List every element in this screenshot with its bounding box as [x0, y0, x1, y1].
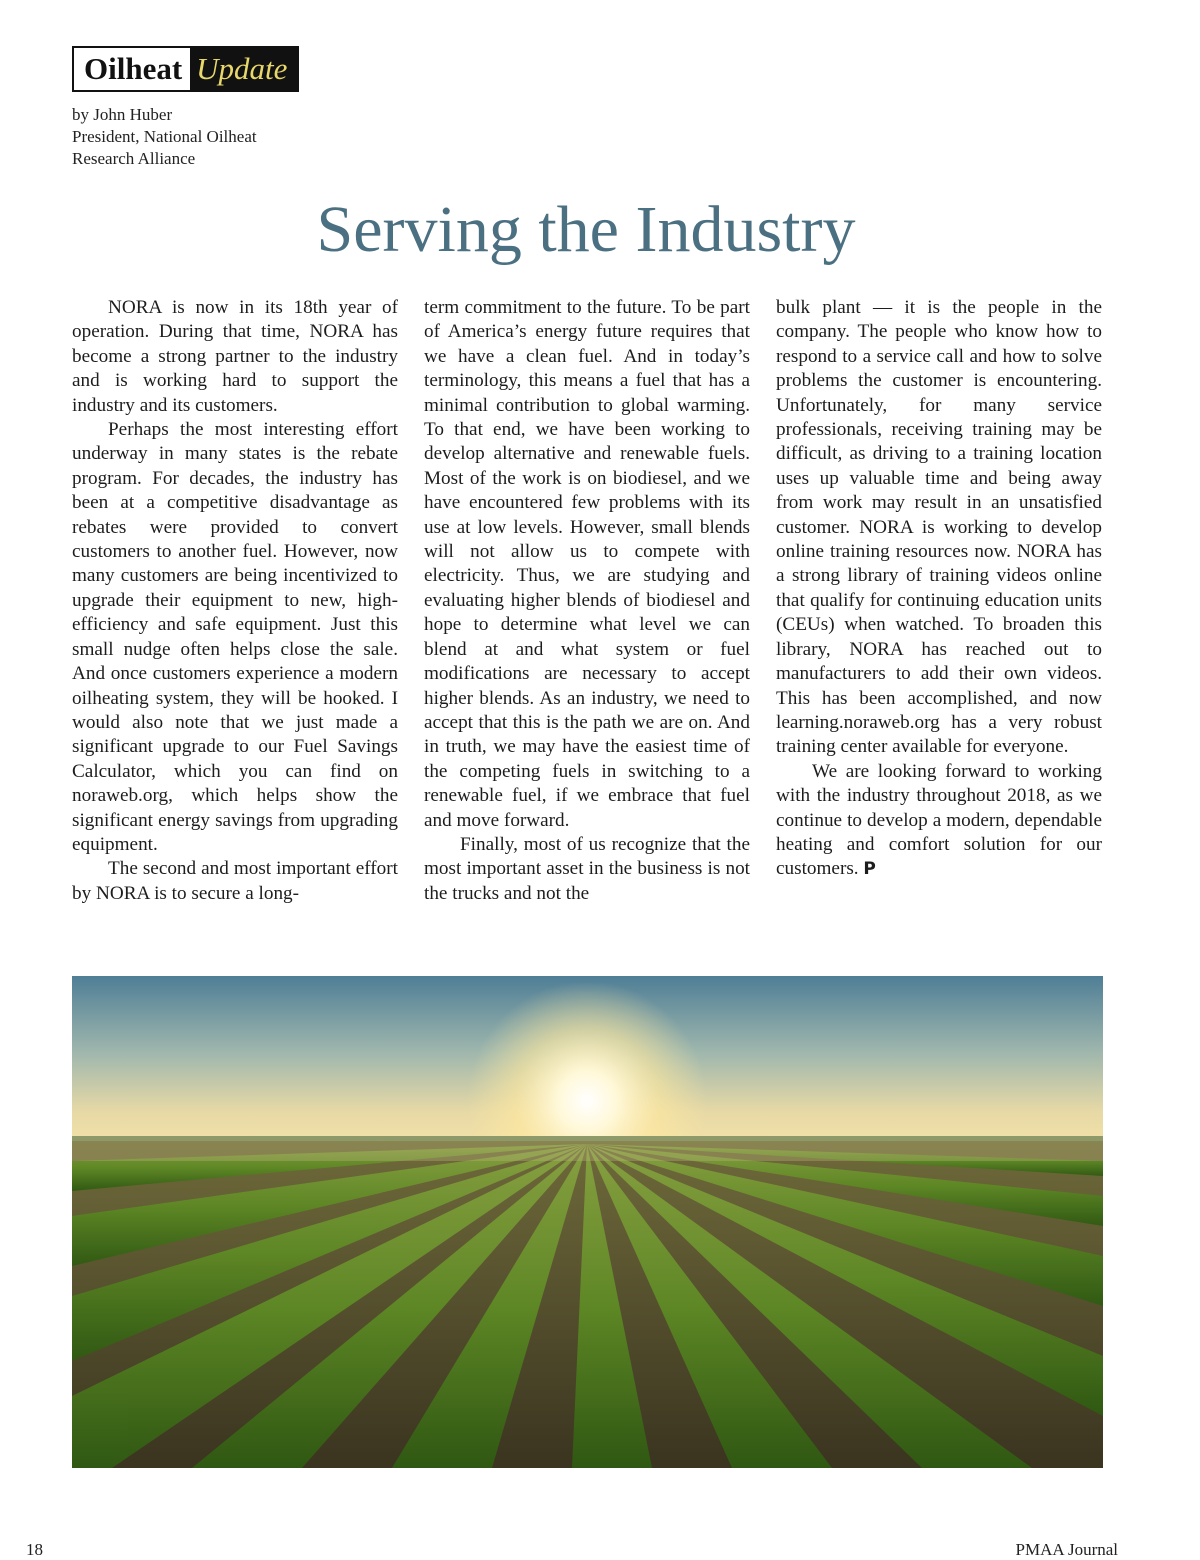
article-body [72, 296, 1102, 936]
paragraph: The second and most important effort by NORA is to secure a long- [72, 858, 398, 904]
page-number: 18 [26, 1540, 43, 1559]
byline-org: Research Alliance [72, 149, 196, 168]
byline-role: President, National Oilheat [72, 127, 257, 146]
end-mark-icon: P [863, 859, 876, 880]
masthead-oilheat: Oilheat [74, 48, 190, 90]
section-masthead [72, 46, 299, 92]
paragraph: NORA is now in its 18th year of operation. During that time, NORA has become a strong partner to the industry and is working hard to support the industry and its customers. [72, 297, 398, 416]
paragraph: Perhaps the most interesting effort underway in many states is the rebate program. For decades, the industry has been at a competitive disadvantage as rebates were provided to convert customers to another fuel. However, now many customers are being incentivized to upgrade their equipment to new, high-efficiency and safe equipment. Just this small nudge often helps close the sale. And once customers experience a modern oilheating system, they will be hooked. I would also note that we just made a significant upgrade to our Fuel Savings Calculator, which you can find on noraweb.org, which helps show the significant energy savings from upgrading equipment. [72, 419, 398, 855]
paragraph [776, 760, 1102, 882]
column-3 [776, 296, 1102, 936]
paragraph: bulk plant — it is the people in the company. The people who know how to respond to a service call and how to solve problems the customer is encountering. Unfortunately, for many service professionals, receiving training may be difficult, as driving to a training location uses up valuable time and being away from work may result in an unsatisfied customer. NORA is working to develop online training resources now. NORA has a strong library of training videos online that qualify for continuing education units (CEUs) when watched. To broaden this library, NORA has reached out to manufacturers to add their own videos. This has been accomplished, and now learning.noraweb.org has a very robust training center available for everyone. [776, 297, 1102, 758]
paragraph: term commitment to the future. To be part of America’s energy future requires that we have a clean fuel. And in today’s terminology, this means a fuel that has a minimal contribution to global warming. To that end, we have been working to develop alternative and renewable fuels. Most of the work is on biodiesel, and we have encountered few problems with its use at low levels. However, small blends will not allow us to compete with electricity. Thus, we are studying and evaluating higher blends of biodiesel and hope to determine what level we can blend at and what system or fuel modifications are necessary to accept higher blends. As an industry, we need to accept that this is the path we are on. And in truth, we may have the easiest time of the competing fuels in switching to a renewable fuel, if we embrace that fuel and move forward. [424, 297, 750, 831]
paragraph: Finally, most of us recognize that the most important asset in the business is not the trucks and not the [424, 833, 750, 904]
field-illustration [72, 976, 1103, 1468]
publication-name: PMAA Journal [1015, 1540, 1118, 1559]
article-title: Serving the Industry [316, 193, 856, 266]
byline [72, 104, 257, 170]
masthead-update: Update [190, 48, 297, 90]
column-2 [424, 296, 750, 936]
farm-field-sunset-photo [72, 976, 1103, 1468]
column-1 [72, 296, 398, 936]
paragraph-text: We are looking forward to working with the industry throughout 2018, as we continue to develop a modern, dependable heating and comfort solution for our customers. [776, 760, 1102, 880]
byline-author: by John Huber [72, 105, 173, 124]
